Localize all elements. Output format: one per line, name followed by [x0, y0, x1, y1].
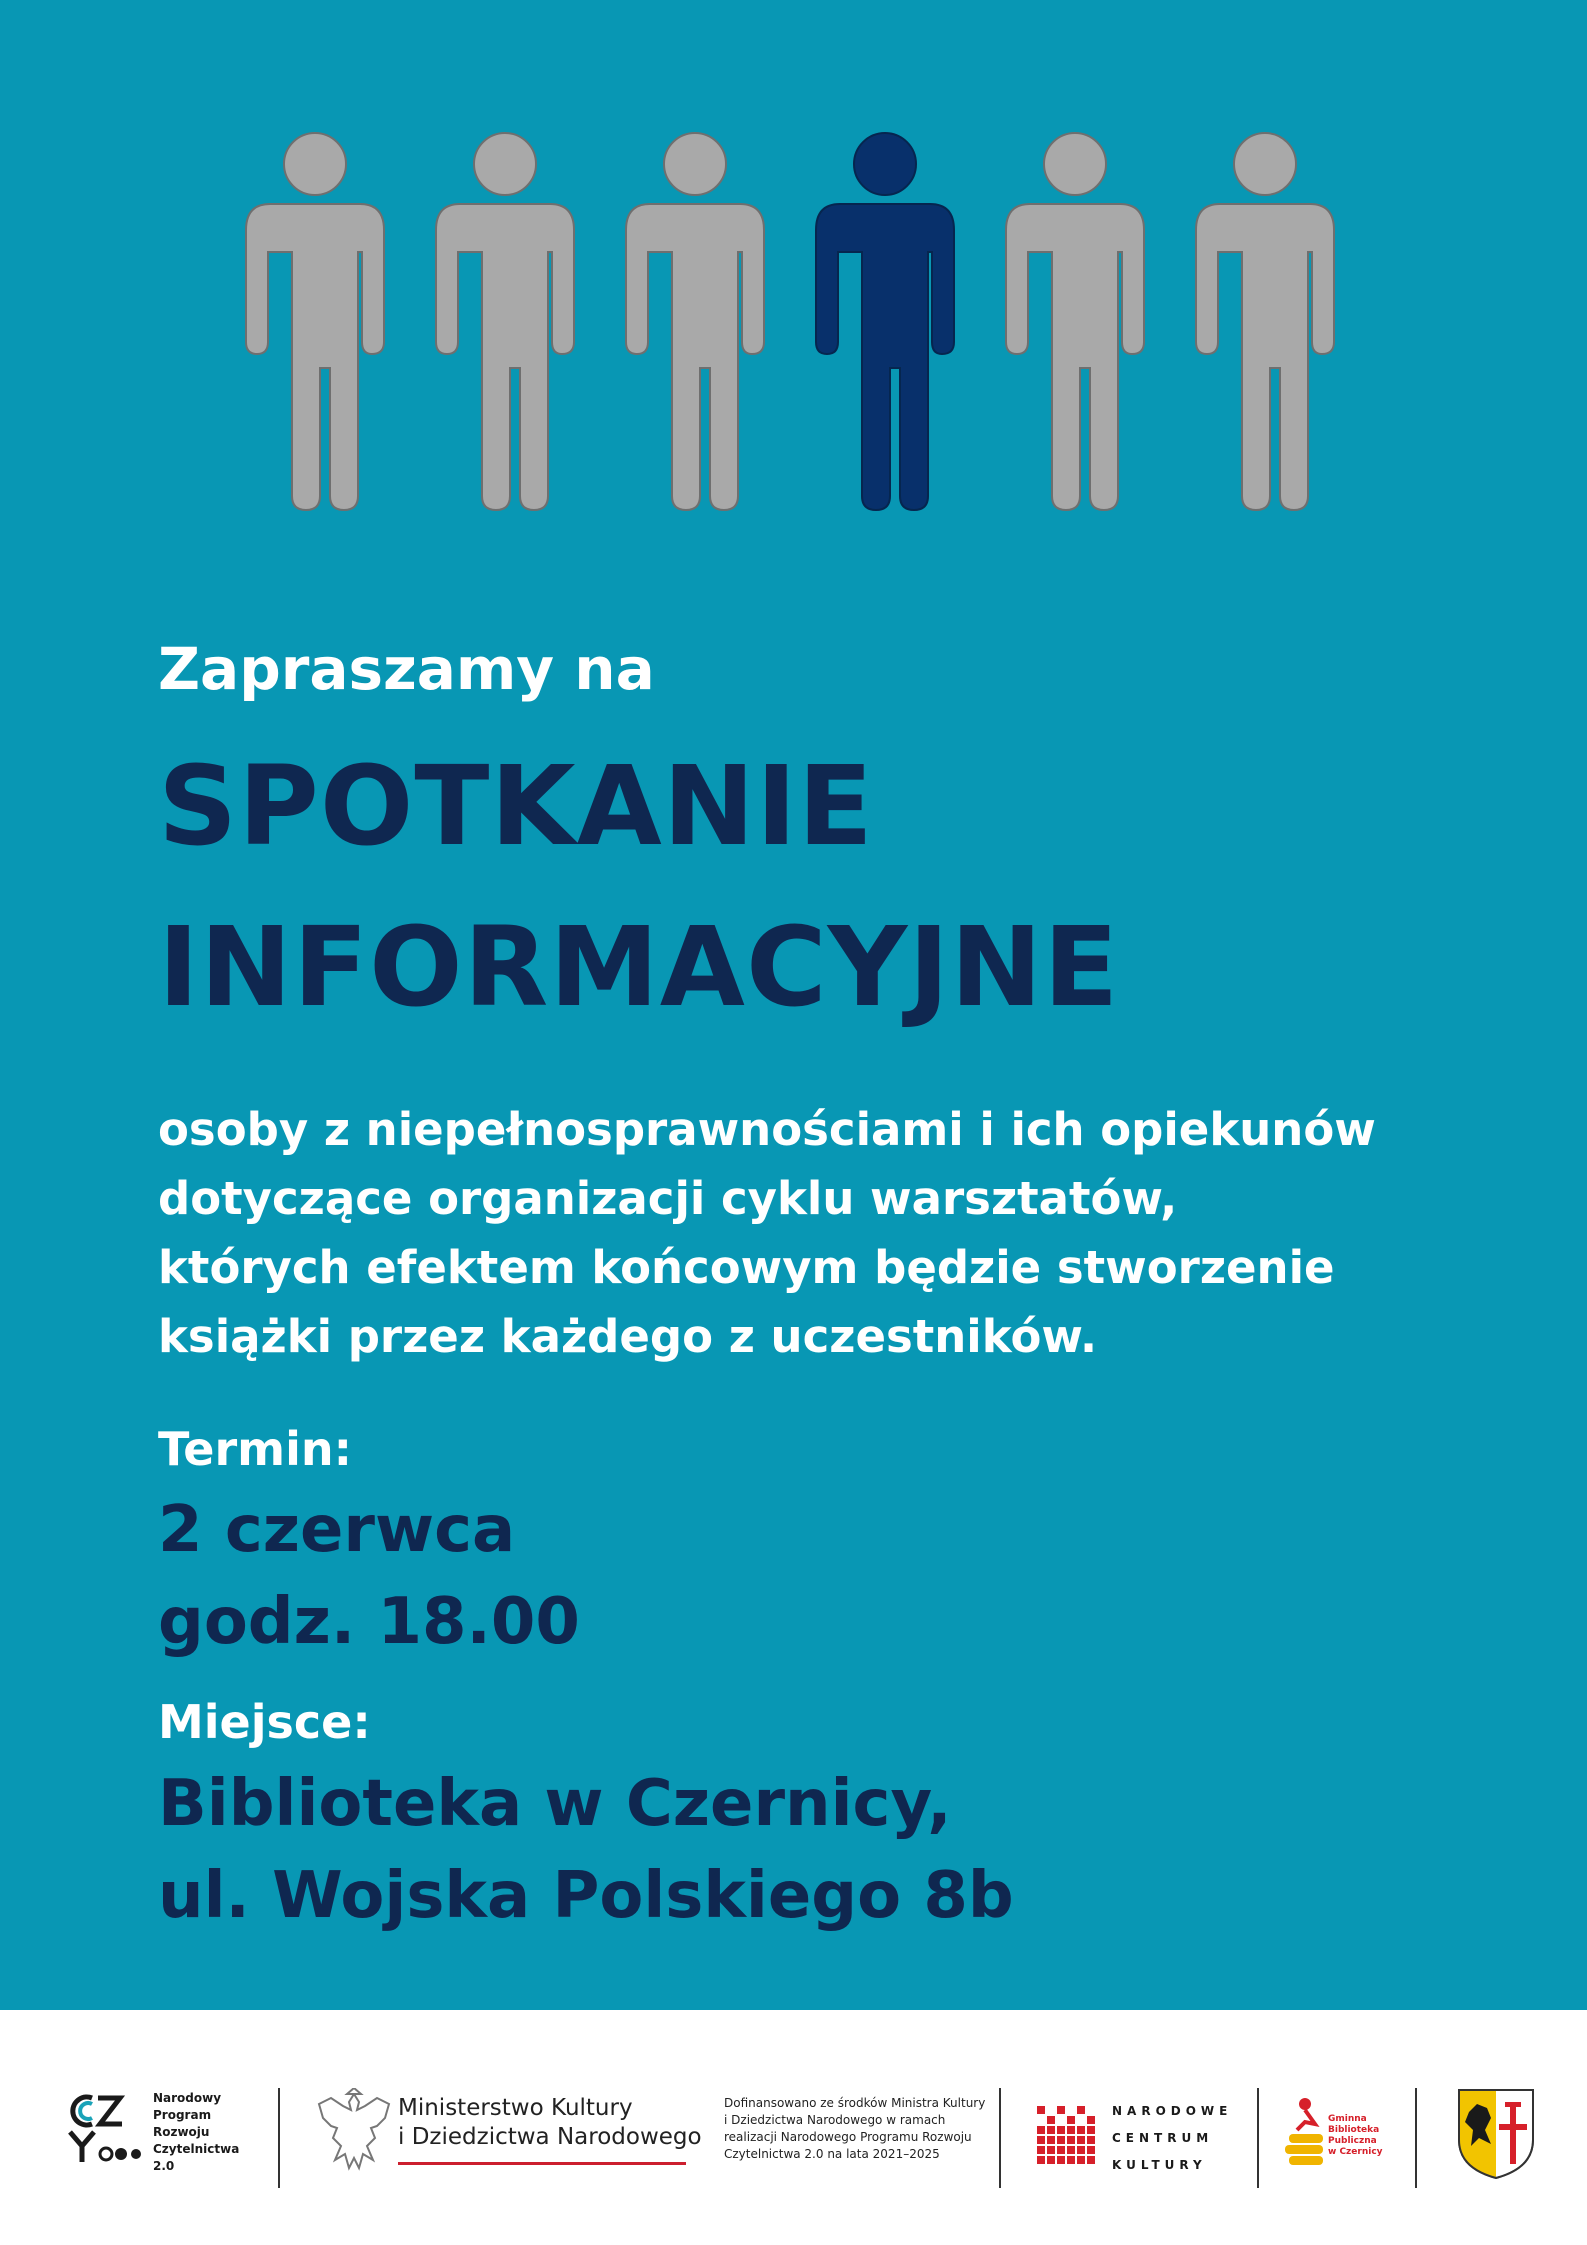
library-line: Gminna — [1328, 2114, 1367, 2124]
intro-text: Zapraszamy na — [158, 635, 655, 703]
coat-of-arms-icon — [1457, 2088, 1535, 2180]
funding-line: Dofinansowano ze środków Ministra Kultury — [724, 2096, 986, 2110]
library-logo-icon — [1285, 2096, 1327, 2170]
person-icon — [1190, 132, 1340, 512]
nprcz-logo-icon — [62, 2090, 142, 2170]
funding-line: realizacji Narodowego Programu Rozwoju — [724, 2130, 972, 2144]
funding-line: Czytelnictwa 2.0 na lata 2021–2025 — [724, 2147, 940, 2161]
funding-note — [724, 2095, 985, 2163]
person-icon — [620, 132, 770, 512]
description-line: książki przez każdego z uczestników. — [158, 1310, 1098, 1363]
nprcz-line: Program — [153, 2108, 212, 2122]
place-label: Miejsce: — [158, 1695, 371, 1749]
ministry-line-2: i Dziedzictwa Narodowego — [398, 2124, 702, 2150]
description-line: których efektem końcowym będzie stworzenie — [158, 1241, 1335, 1294]
divider — [1415, 2088, 1417, 2188]
date-day: 2 czerwca — [158, 1493, 516, 1567]
library-logo-text — [1328, 2114, 1383, 2158]
headline-line-1: SPOTKANIE — [158, 742, 874, 870]
person-icon — [240, 132, 390, 512]
person-icon — [1000, 132, 1150, 512]
nck-line: NARODOWE — [1112, 2104, 1233, 2118]
nprcz-line: Narodowy — [153, 2091, 222, 2105]
person-icon — [430, 132, 580, 512]
nprcz-line: 2.0 — [153, 2159, 175, 2173]
nprcz-logo-text — [153, 2090, 239, 2175]
funding-line: i Dziedzictwa Narodowego w ramach — [724, 2113, 946, 2127]
polish-eagle-icon — [315, 2088, 393, 2176]
nprcz-line: Rozwoju — [153, 2125, 210, 2139]
divider — [1257, 2088, 1259, 2188]
people-figures — [240, 132, 1350, 512]
place-name: Biblioteka w Czernicy, — [158, 1767, 952, 1841]
person-icon-highlighted — [810, 132, 960, 512]
nprcz-line: Czytelnictwa — [153, 2142, 240, 2156]
nck-line: KULTURY — [1112, 2158, 1207, 2172]
library-line: Biblioteka — [1328, 2125, 1380, 2135]
sponsor-footer — [0, 2010, 1587, 2245]
place-address: ul. Wojska Polskiego 8b — [158, 1859, 1014, 1933]
description-line: osoby z niepełnosprawnościami i ich opiekunów — [158, 1103, 1376, 1156]
ministry-name — [398, 2094, 702, 2152]
library-line: w Czernicy — [1328, 2147, 1383, 2157]
event-description — [158, 1095, 1376, 1371]
ministry-line-1: Ministerstwo Kultury — [398, 2095, 633, 2121]
description-line: dotyczące organizacji cyklu warsztatów, — [158, 1172, 1178, 1225]
ministry-flag-stripe — [398, 2162, 686, 2165]
nck-logo-text — [1112, 2098, 1232, 2179]
divider — [278, 2088, 280, 2188]
headline-line-2: INFORMACYJNE — [158, 903, 1120, 1031]
date-label: Termin: — [158, 1422, 352, 1476]
nck-logo-icon — [1036, 2100, 1098, 2166]
divider — [999, 2088, 1001, 2188]
nck-line: CENTRUM — [1112, 2131, 1214, 2145]
library-line: Publiczna — [1328, 2136, 1377, 2146]
date-time: godz. 18.00 — [158, 1585, 580, 1659]
